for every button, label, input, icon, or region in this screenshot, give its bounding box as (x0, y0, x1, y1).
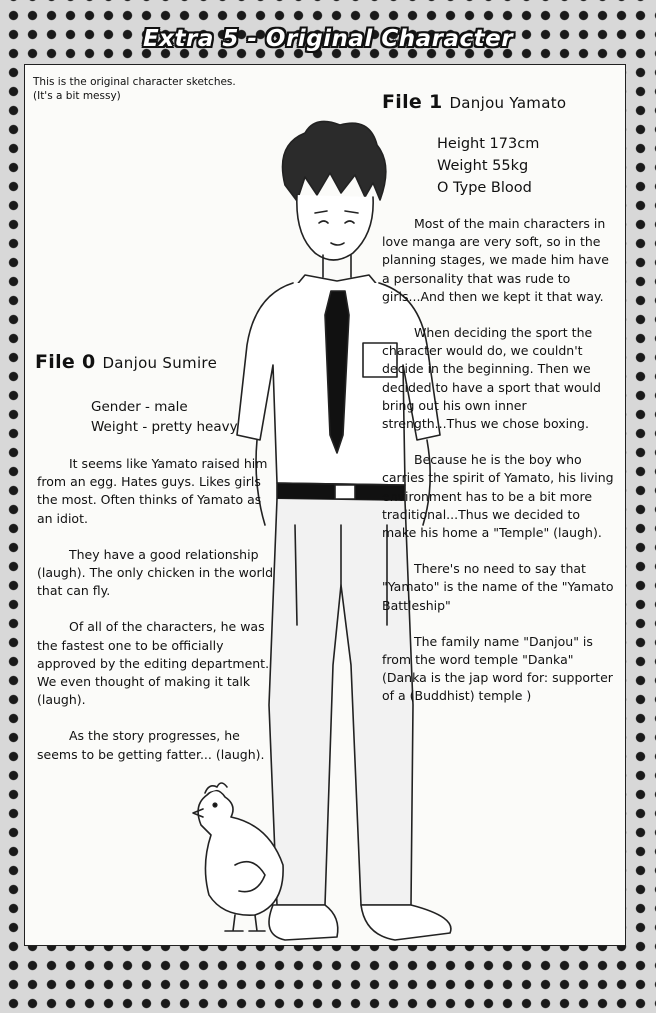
file0-stat: Weight - pretty heavy (91, 419, 238, 435)
file1-paragraph: Because he is the boy who carries the spirit of Yamato, his living environment has to be a bit more traditional...Thus we decided to make his home a "Temple" (laugh). (382, 452, 614, 541)
intro-note-line: This is the original character sketches. (33, 76, 236, 88)
file1-paragraph: Most of the main characters in love manga are very soft, so in the planning stages, we made him have a personality that was rude to girls...And then we kept it that way. (382, 216, 609, 304)
intro-note (33, 75, 263, 103)
file0-description (37, 455, 277, 782)
file0-paragraph: It seems like Yamato raised him from an egg. Hates guys. Likes girls the most. Often thinks of Yamato as an idiot. (37, 456, 268, 526)
file1-name: Danjou Yamato (449, 94, 567, 112)
file1-stat: Height 173cm (437, 136, 540, 152)
file1-paragraph: When deciding the sport the character would do, we couldn't decide in the beginning. Then we decided to have a sport that would bring out his own inner strength...Thus we chose boxing. (382, 325, 601, 432)
file1-label: File 1 (382, 91, 443, 113)
file1-stats (437, 133, 539, 199)
file1-paragraph: There's no need to say that "Yamato" is the name of the "Yamato Battleship" (382, 561, 614, 613)
intro-note-line: (It's a bit messy) (33, 90, 121, 102)
file0-label: File 0 (35, 351, 96, 373)
file0-paragraph: As the story progresses, he seems to be getting fatter... (laugh). (37, 728, 265, 762)
file1-stat: Weight 55kg (437, 158, 529, 174)
file0-name: Danjou Sumire (102, 354, 218, 372)
file1-heading (382, 91, 566, 113)
file0-stats (91, 397, 238, 437)
file1-stat: O Type Blood (437, 180, 532, 196)
file0-heading (35, 351, 217, 373)
file1-paragraph: The family name "Danjou" is from the word temple "Danka" (Danka is the jap word for: supporter of a (Buddhist) temple ) (382, 633, 613, 704)
file0-stat: Gender - male (91, 399, 188, 415)
character-sketch-panel (24, 64, 626, 946)
file0-paragraph: Of all of the characters, he was the fastest one to be officially approved by the editing department. We even thought of making it talk (laugh). (37, 619, 270, 708)
file0-paragraph: They have a good relationship (laugh). The only chicken in the world that can fly. (37, 546, 274, 599)
file1-description (382, 215, 614, 724)
page-title: Extra 5 - Original Character (142, 26, 514, 52)
